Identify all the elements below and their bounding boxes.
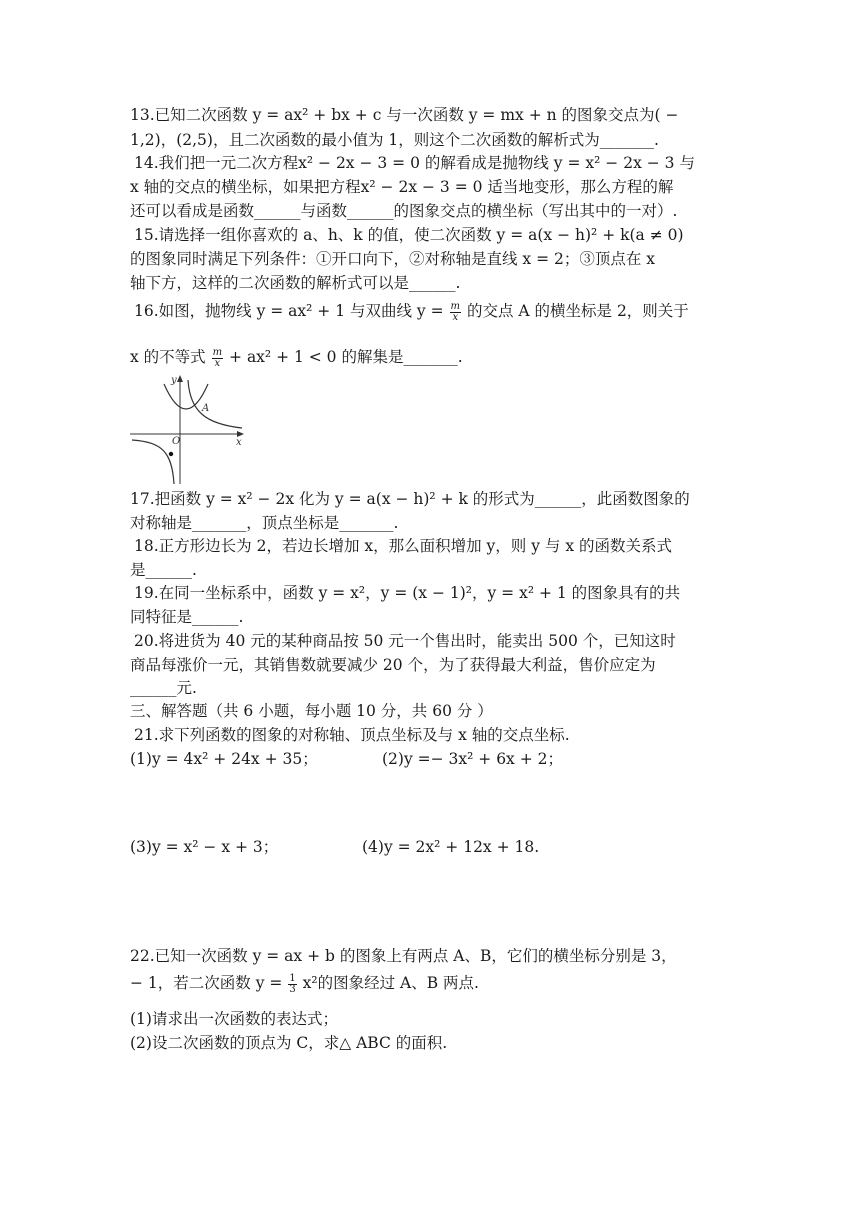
q15-line2: 的图象同时满足下列条件：①开口向下，②对称轴是直线 x = 2；③顶点在 x [130,250,656,268]
q21-part2: (2)y =− 3x² + 6x + 2； [382,750,564,768]
q22-line2 [130,972,479,995]
q19-line1: 19.在同一坐标系中，函数 y = x²，y = (x − 1)²，y = x² + 1 的图象具有的共 [134,584,681,602]
q14-line1: 14.我们把一元二次方程x² − 2x − 3 = 0 的解看成是抛物线 y = x² − 2x − 3 与 [134,154,695,172]
q15-line3: 轴下方，这样的二次函数的解析式可以是______. [130,274,461,292]
q15-line1: 15.请选择一组你喜欢的 a、h、k 的值，使二次函数 y = a(x − h)² + k(a ≠ 0) [134,226,684,244]
q16-line1-end: 的交点 A 的横坐标是 2，则关于 [466,302,689,320]
y-axis-arrow-icon [177,375,183,382]
fraction-denominator: x [214,357,221,369]
q21-part3: (3)y = x² − x + 3； [130,838,279,856]
q22-part2: (2)设二次函数的顶点为 C，求△ ABC 的面积. [130,1034,448,1052]
label-y: y [171,375,177,386]
q20-line1: 20.将进货为 40 元的某种商品按 50 元一个售出时，能卖出 500 个，已知这时 [134,632,676,650]
q18-line2: 是______. [130,561,197,579]
q16-line2 [130,346,463,369]
q22-line2-end: x²的图象经过 A、B 两点. [302,974,479,992]
q21-stem: 21.求下列函数的图象的对称轴、顶点坐标及与 x 轴的交点坐标. [134,726,570,744]
q16-line1-start: 16.如图，抛物线 y = ax² + 1 与双曲线 y = [134,302,444,320]
q20-line2: 商品每涨价一元，其销售数就要减少 20 个，为了获得最大利益，售价应定为 [130,656,656,674]
q21-part4: (4)y = 2x² + 12x + 18. [362,838,540,856]
q16-line1 [134,300,689,323]
q14-line2: x 轴的交点的横坐标，如果把方程x² − 2x − 3 = 0 适当地变形，那么方程的解 [130,178,674,196]
q16-figure [126,372,250,486]
q18-line1: 18.正方形边长为 2，若边长增加 x，那么面积增加 y，则 y 与 x 的函数关系式 [134,537,672,555]
q22-line1: 22.已知一次函数 y = ax + b 的图象上有两点 A、B，它们的横坐标分别是 3， [130,947,677,965]
fraction-m-over-x [212,348,223,369]
q13-line2: 1,2)，(2,5)，且二次函数的最小值为 1，则这个二次函数的解析式为_______. [130,131,659,149]
label-x: x [236,437,242,448]
fraction-numerator: m [212,346,223,358]
section-heading: 三、解答题（共 6 小题，每小题 10 分，共 60 分 ） [130,702,493,720]
q16-line2-end: + ax² + 1 < 0 的解集是_______. [229,348,463,366]
label-point-a: A [202,403,210,414]
fraction-one-third [288,974,296,995]
q13-line1: 13.已知二次函数 y = ax² + bx + c 与一次函数 y = mx + n 的图象交点为( − [130,106,679,124]
q21-part1: (1)y = 4x² + 24x + 35； [130,750,318,768]
q14-line3: 还可以看成是函数______与函数______的图象交点的横坐标（写出其中的一对）. [130,202,678,220]
q16-line2-start: x 的不等式 [130,348,206,366]
q20-line3: ______元. [130,679,197,697]
q17-line1: 17.把函数 y = x² − 2x 化为 y = a(x − h)² + k 的形式为______，此函数图象的 [130,490,690,508]
fraction-numerator: m [450,300,461,312]
hyperbola-branch-2 [132,440,174,484]
point-marker [169,452,173,456]
q22-part1: (1)请求出一次函数的表达式； [130,1010,338,1028]
q22-line2-start: − 1，若二次函数 y = [130,974,283,992]
q19-line2: 同特征是______. [130,608,244,626]
fraction-numerator: 1 [289,972,296,984]
fraction-denominator: 3 [289,983,296,995]
fraction-denominator: x [452,311,459,323]
label-origin: O [172,436,181,447]
fraction-m-over-x [450,302,461,323]
q17-line2: 对称轴是_______，顶点坐标是_______. [130,514,399,532]
